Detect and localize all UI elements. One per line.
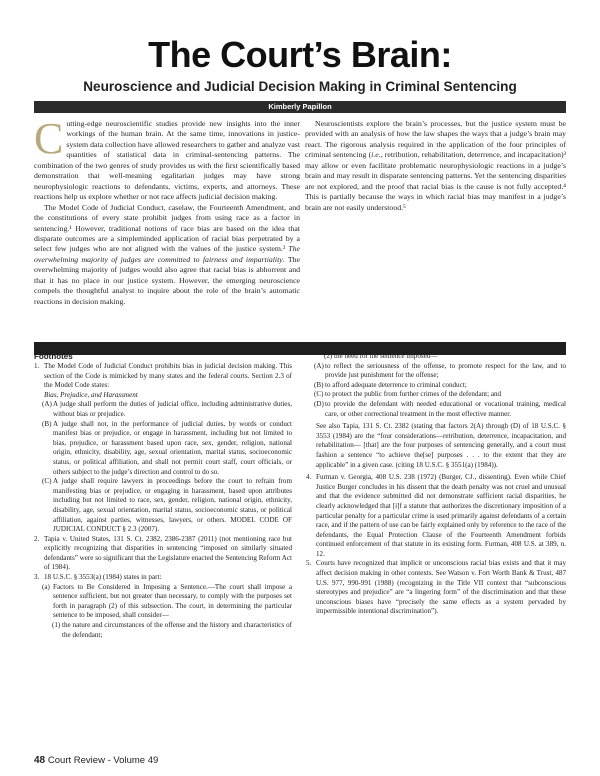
footnote-3-B-text: to afford adequate deterrence to criminal conduct; — [325, 380, 467, 389]
footnotes-column-right — [306, 352, 566, 617]
footnote-2-text: Tapia v. United States, 131 S. Ct. 2382, 2386-2387 (2011) (not mentioning race but explicitly recognizing that disparities in sentencing “imposed on similarly situated defendants” were so significant that the Legislature enacted the Sentencing Reform Act of 1984). — [44, 534, 292, 572]
footnote-3-a2 — [306, 352, 566, 362]
footnote-3-D — [306, 400, 566, 419]
drop-cap: C — [34, 114, 64, 163]
footnote-1-c-text: A judge shall require lawyers in proceedings before the court to refrain from manifesting bias or prejudice, or engaging in harassment, based upon attributes including but not limited to race, sex, gender, religion, national origin, ethnicity, disability, age, sexual orientation, marital status, socioeconomic status, or political affiliation, against parties, witnesses, lawyers, or others. — [53, 477, 292, 524]
body-paragraph-2 — [34, 203, 300, 308]
footnote-1-c — [34, 477, 292, 535]
footnote-4 — [306, 473, 566, 559]
footnote-1-a — [34, 400, 292, 419]
body-column-left — [34, 114, 300, 307]
footnote-3-a — [34, 583, 292, 621]
journal-name: Court Review - Volume 49 — [47, 755, 159, 766]
footnote-subnumber: (2) — [324, 352, 333, 360]
footnote-subnumber: (A) — [42, 400, 52, 409]
footnote-3-C-text: to protect the public from further crimes of the defendant; and — [325, 390, 502, 399]
footnote-3-see-also: See also Tapia, 131 S. Ct. 2382 (stating that factors 2(A) through (D) of 18 U.S.C. § 3553 (1984) are the “four considerations—retribution, deterrence, incapacitation, and rehabilitation— [that] are the four purposes of sentencing generally, and a court must fashion a sentence “to achieve the[se] purposes . . . to the extent that they are applicable” in a given case. (citing 18 U.S.C. § 3551(a) (1984)). — [316, 422, 566, 469]
footnote-1-heading — [34, 391, 292, 401]
footnote-1 — [34, 362, 292, 391]
author-bar — [34, 101, 566, 113]
footnote-5-text: Courts have recognized that implicit or unconscious racial bias exists and that it may affect decision making in other contexts. See Watson v. Fort Worth Bank & Trust, 487 U.S. 977, 990-991 (1988) (recognizing in the Title VII context that “subconscious stereotypes and prejudice” are “a lingering form” of the discrimination and that these unconscious biases have “precisely the same effects as a system pervaded by impermissible intentional discrimination”). — [316, 559, 566, 616]
footnote-3-text: 18 U.S.C. § 3553(a) (1984) states in part: — [44, 573, 162, 582]
footnote-3-D-text: to provide the defendant with needed educational or vocational training, medical care, or other correctional treatment in the most effective manner. — [325, 399, 566, 418]
footnote-number: 2. — [34, 534, 40, 543]
footnote-subnumber: (C) — [314, 390, 324, 399]
footnote-3-C — [306, 390, 566, 400]
footnote-subnumber: (1) — [52, 621, 61, 630]
body-paragraph-2-emphasis: The overwhelming majority of judges are committed to fairness and impartiality — [34, 244, 300, 264]
body-paragraph-2-text: The Model Code of Judicial Conduct, caselaw, the Fourteenth Amendment, and the constitutions of every state prohibit judges from using race as a factor in sentencing.¹ However, traditional notions of race bias are based on the idea that disparate outcomes are a simpleminded application of racial bias perpetrated by a select few judges who are not aligned with the values of the justice system.² — [34, 202, 300, 254]
page-number: 48 — [34, 755, 46, 766]
footnote-3-A-text: to reflect the seriousness of the offense, to promote respect for the law, and to provide just punishment for the offense; — [325, 361, 566, 380]
footnote-1-citation: MODEL CODE OF JUDICIAL CONDUCT § 2.3 (2007). — [53, 515, 292, 534]
body-paragraph-3 — [305, 119, 566, 213]
article-title: The Court’s Brain: — [148, 34, 452, 75]
footnote-3 — [34, 573, 292, 583]
footnote-3-A — [306, 362, 566, 381]
body-paragraph-3-text: Neuroscientists explore the brain’s processes, but the justice system must be provided with an analysis of how the law shapes the ways that a judge’s brain may react. The rigorous analysis required in the application of the four principles of criminal sentencing ( — [305, 119, 566, 160]
footnote-4-text: Furman v. Georgia, 408 U.S. 238 (1972) (Burger, CJ., dissenting). Even while Chief Justice Burger concludes in his dissent that the death penalty was not cruel and unusual and that the evidence submitted did not demonstrate sufficient racial disparities, he clearly acknowledged that [i]f a statute that authorizes the discretionary imposition of a particular penalty for a particular crime is used primarily against defendants of a certain race, and if the pattern of use can be fairly explained only by reference to the race of the defendants, the Equal Protection Clause of the Fourteenth Amendment forbids continued enforcement of that statute in its existing form. Furman, 408 U.S. at 389, n. 12. — [316, 473, 566, 558]
body-paragraph-2-continuation: . The overwhelming majority of judges would also agree that racial bias is abhorrent and that it has no place in our justice system. However, the emerging neuroscience compels the thoughtful analyst to inquire about the role of the brain’s automatic reactions in decision making. — [34, 254, 300, 306]
footnote-subnumber: (D) — [314, 399, 324, 408]
footnote-3-B — [306, 381, 566, 391]
body-column-right-content — [305, 119, 566, 213]
footnote-subnumber: (a) — [42, 582, 50, 591]
footnote-2 — [34, 535, 292, 573]
footnote-1-a-text: A judge shall perform the duties of judicial office, including administrative duties, without bias or prejudice. — [53, 400, 292, 418]
footnote-3-a1 — [34, 621, 292, 640]
footnote-number: 4. — [306, 473, 312, 482]
author-name: Kimberly Papillon — [268, 102, 332, 111]
footnote-1-heading-text: Bias, Prejudice, and Harassment — [44, 390, 138, 399]
body-paragraph-1 — [34, 114, 300, 203]
footnote-subnumber: (B) — [42, 419, 52, 428]
body-paragraph-1-text: utting-edge neuroscientific studies provide new insights into the inner workings of the human brain. At the same time, innovations in justice-system data collection have allowed researchers to gather and analyze vast quantities of statistical data in criminal-sentencing patterns. The combination of the two genres of study provides us with the first scientifically based demonstration that well-meaning egalitarian judges may have strong neurophysiologic reactions to defendants, victims, experts, and attorneys. These reactions help us explore whether or not race affects judicial decision making. — [34, 119, 300, 202]
footnote-3-a-text: Factors to Be Considered in Imposing a Sentence.—The court shall impose a sentence sufficient, but not greater than necessary, to comply with the purposes set forth in paragraph (2) of this subsection. The court, in determining the particular sentence to be imposed, shall consider— — [53, 582, 292, 620]
footnote-1-b — [34, 420, 292, 478]
footnote-number: 1. — [34, 362, 40, 370]
footnote-3-a1-text: the nature and circumstances of the offense and the history and characteristics of the defendant; — [62, 621, 292, 639]
footnote-number: 5. — [306, 559, 312, 568]
article-subtitle: Neuroscience and Judicial Decision Making in Criminal Sentencing — [83, 79, 517, 94]
footnote-subnumber: (C) — [42, 477, 52, 486]
body-paragraph-3-emphasis: i.e. — [371, 150, 381, 160]
footnote-subnumber: (B) — [314, 380, 324, 389]
footnote-3-a2-text: the need for the sentence imposed— — [334, 352, 438, 360]
footnotes-column-left — [34, 362, 292, 640]
footnote-subnumber: (A) — [314, 361, 324, 370]
footnote-1-text: The Model Code of Judicial Conduct prohibits bias in judicial decision making. This section of the Code is mimicked by many states and the federal courts. Section 2.3 of the Model Code states: — [44, 362, 292, 390]
footnotes-heading: Footnotes — [34, 352, 73, 361]
body-paragraph-3-continuation: , retribution, rehabilitation, deterrence, and incapacitation)³ may allow or even facilitate problematic neurophysiologic reactions in a judge’s brain and may result in disparate sentencing patterns. Yet the sentencing disparities are not explored, and the proof that racial bias is the cause is not fully accepted.⁴ This is partially because the ways in which racial bias may manifest in a judge’s brain are not easily understood.⁵ — [305, 150, 566, 212]
page-footer — [34, 755, 158, 766]
footnote-1-b-text: A judge shall not, in the performance of judicial duties, by words or conduct manifest bias or prejudice, or engage in harassment, including but not limited to bias, prejudice, or harassment based upon race, sex, gender, religion, national origin, ethnicity, disability, age, sexual orientation, marital status, socioeconomic status, or political affiliation, and shall not permit court staff, court officials, or others subject to the judge’s direction and control to do so. — [53, 419, 292, 476]
footnote-number: 3. — [34, 573, 40, 582]
footnote-5 — [306, 559, 566, 617]
